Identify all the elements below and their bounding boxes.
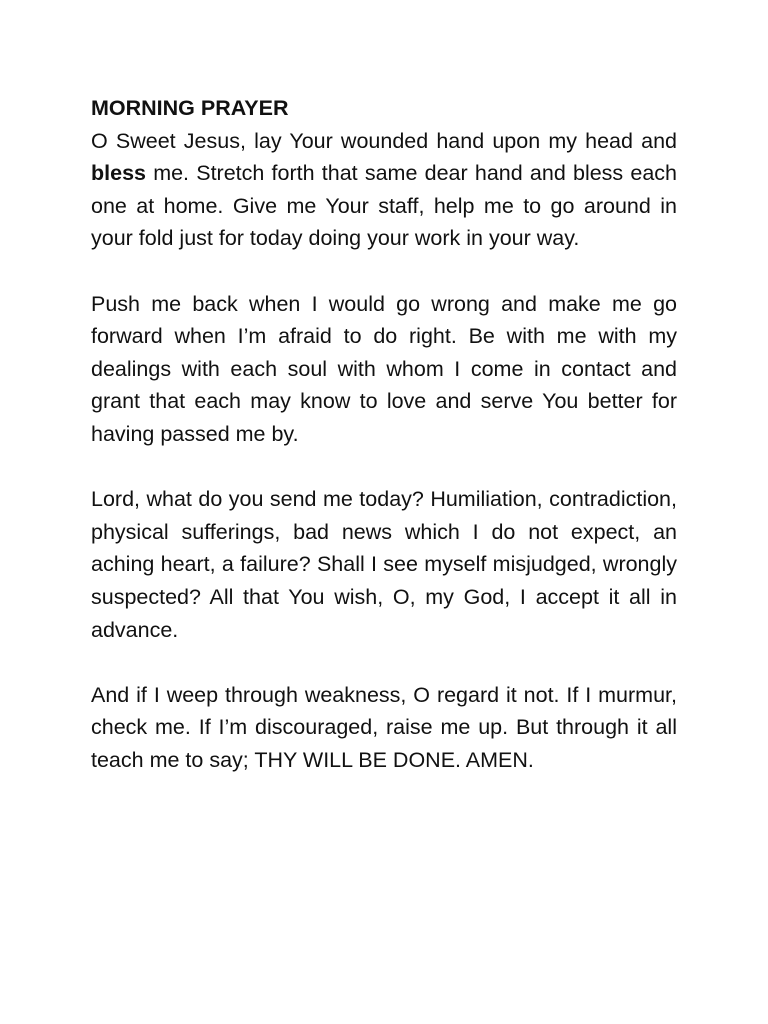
document-page (91, 92, 677, 776)
paragraph-1-text-end: me. Stretch forth that same dear hand and bless each one at home. Give me Your staff, help me to go around in your fold just for today doing your work in your way. (91, 161, 677, 251)
paragraph-4: And if I weep through weakness, O regard it not. If I murmur, check me. If I’m discouraged, raise me up. But through it all teach me to say; THY WILL BE DONE. AMEN. (91, 682, 677, 772)
document-title: MORNING PRAYER (91, 96, 289, 120)
paragraph-1 (91, 125, 677, 255)
paragraph-2: Push me back when I would go wrong and make me go forward when I’m afraid to do right. Be with me with my dealings with each soul with whom I come in contact and grant that each may know to love and serve You better for having passed me by. (91, 291, 677, 446)
paragraph-1-text-start: O Sweet Jesus, lay Your wounded hand upon my head and (91, 128, 677, 153)
paragraph-3: Lord, what do you send me today? Humiliation, contradiction, physical sufferings, bad news which I do not expect, an aching heart, a failure? Shall I see myself misjudged, wrongly suspected? All that You wish, O, my God, I accept it all in advance. (91, 487, 677, 642)
bold-word-bless: bless (91, 161, 146, 186)
